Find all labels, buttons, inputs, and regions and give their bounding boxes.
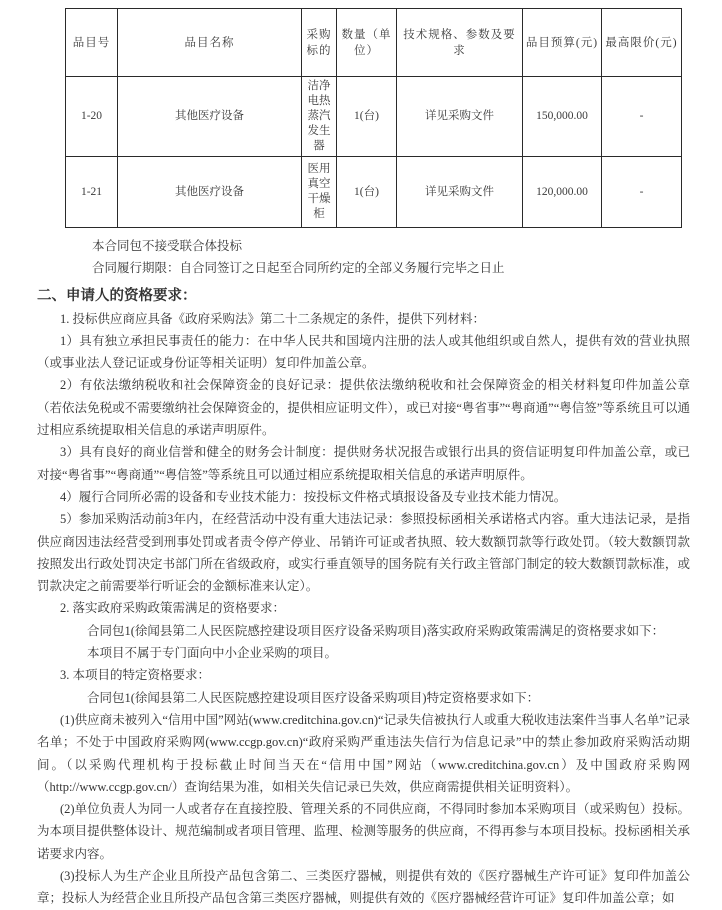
paragraph-item-1-3: 3）具有良好的商业信誉和健全的财务会计制度：提供财务状况报告或银行出具的资信证明复印件加盖公章，或已对接“粤省事”“粤商通”“粤信签”等系统且可以通过相应系统提取相关信息的承诺声明原件。 [37, 445, 690, 482]
paragraph-item-3-2: (2)单位负责人为同一人或者存在直接控股、管理关系的不同供应商，不得同时参加本采购项目（或采购包）投标。为本项目提供整体设计、规范编制或者项目管理、监理、检测等服务的供应商，不得再参与本项目投标。投标函相关承诺要求内容。 [37, 802, 690, 861]
spec-cell: 详见采购文件 [397, 157, 523, 228]
paragraph-item-2: 2. 落实政府采购政策需满足的资格要求： [60, 601, 286, 616]
header-budget: 品目预算(元) [523, 9, 602, 77]
paragraph-item-1-1: 1）具有独立承担民事责任的能力：在中华人民共和国境内注册的法人或其他组织或自然人，提供有效的营业执照（或事业法人登记证或身份证等相关证明）复印件加盖公章。 [37, 333, 690, 371]
item-name-cell: 其他医疗设备 [118, 157, 302, 228]
contract-note-consortium: 本合同包不接受联合体投标 [92, 239, 243, 253]
paragraph-item-1: 1. 投标供应商应具备《政府采购法》第二十二条规定的条件，提供下列材料： [60, 311, 486, 326]
target-cell: 洁净电热蒸汽发生器 [302, 77, 337, 157]
procurement-items-table [65, 8, 682, 228]
quantity-cell: 1(台) [337, 77, 397, 157]
budget-cell: 120,000.00 [523, 157, 602, 228]
paragraph-item-3-3: (3)投标人为生产企业且所投产品包含第二、三类医疗器械，则提供有效的《医疗器械生产许可证》复印件加盖公章；投标人为经营企业且所投产品包含第三类医疗器械，则提供有效的《医疗器械经营许可证》复印件加盖公章；如 [37, 869, 690, 906]
header-item-no: 品目号 [66, 9, 118, 77]
document-body [37, 235, 690, 910]
section-title-applicant-qualifications: 二、申请人的资格要求： [37, 287, 197, 304]
table-header-row [66, 9, 682, 77]
paragraph-item-2-sme-note: 本项目不属于专门面向中小企业采购的项目。 [87, 646, 338, 661]
header-target: 采购标的 [302, 9, 337, 77]
item-no-cell: 1-20 [66, 77, 118, 157]
item-no-cell: 1-21 [66, 157, 118, 228]
paragraph-item-3-1: (1)供应商未被列入“信用中国”网站(www.creditchina.gov.cn)“记录失信被执行人或重大税收违法案件当事人名单”记录名单；不处于中国政府采购网(www.ccgp.gov.cn)“政府采购严重违法失信行为信息记录”中的禁止参加政府采购活动期间。（以采购代理机构于投标截止时间当天在“信用中国”网站（www.creditchina.gov.cn）及中国政府采购网（http://www.ccgp.gov.cn/）查询结果为准，如相关失信记录已失效，供应商需提供相关证明资料）。 [37, 712, 690, 794]
max-price-cell: - [602, 77, 682, 157]
table-row [66, 157, 682, 228]
max-price-cell: - [602, 157, 682, 228]
document-page [0, 8, 722, 906]
spec-cell: 详见采购文件 [397, 77, 523, 157]
item-name-cell: 其他医疗设备 [118, 77, 302, 157]
header-max-price: 最高限价(元) [602, 9, 682, 77]
contract-note-duration: 合同履行期限：自合同签订之日起至合同所约定的全部义务履行完毕之日止 [92, 261, 505, 276]
paragraph-item-1-2: 2）有依法缴纳税收和社会保障资金的良好记录：提供依法缴纳税收和社会保障资金的相关材料复印件加盖公章（若依法免税或不需要缴纳社会保障资金的，提供相应证明文件），或已对接“粤省事”“粤商通”“粤信签”等系统且可以通过相应系统提取相关信息的承诺声明原件。 [37, 378, 690, 438]
paragraph-item-1-4: 4）履行合同所必需的设备和专业技术能力：按投标文件格式填报设备及专业技术能力情况。 [60, 489, 567, 504]
paragraph-item-1-5: 5）参加采购活动前3年内，在经营活动中没有重大违法记录：参照投标函相关承诺格式内容。重大违法记录，是指供应商因违法经营受到刑事处罚或者责令停产停业、吊销许可证或者执照、较大数额罚款等行政处罚。（较大数额罚款按照发出行政处罚决定书部门所在省级政府，或实行垂直领导的国务院有关行政主管部门制定的较大数额罚款标准，或罚款决定之前需要举行听证会的金额标准来认定）。 [37, 512, 690, 594]
paragraph-item-2-package1: 合同包1(徐闻县第二人民医院感控建设项目医疗设备采购项目)落实政府采购政策需满足的资格要求如下： [87, 623, 665, 638]
header-item-name: 品目名称 [118, 9, 302, 77]
quantity-cell: 1(台) [337, 157, 397, 228]
paragraph-item-3: 3. 本项目的特定资格要求： [60, 668, 211, 683]
target-cell: 医用真空干燥柜 [302, 157, 337, 228]
budget-cell: 150,000.00 [523, 77, 602, 157]
header-quantity: 数量（单位） [337, 9, 397, 77]
table-row [66, 77, 682, 157]
header-spec: 技术规格、参数及要求 [397, 9, 523, 77]
paragraph-item-3-package1: 合同包1(徐闻县第二人民医院感控建设项目医疗设备采购项目)特定资格要求如下： [87, 690, 540, 705]
